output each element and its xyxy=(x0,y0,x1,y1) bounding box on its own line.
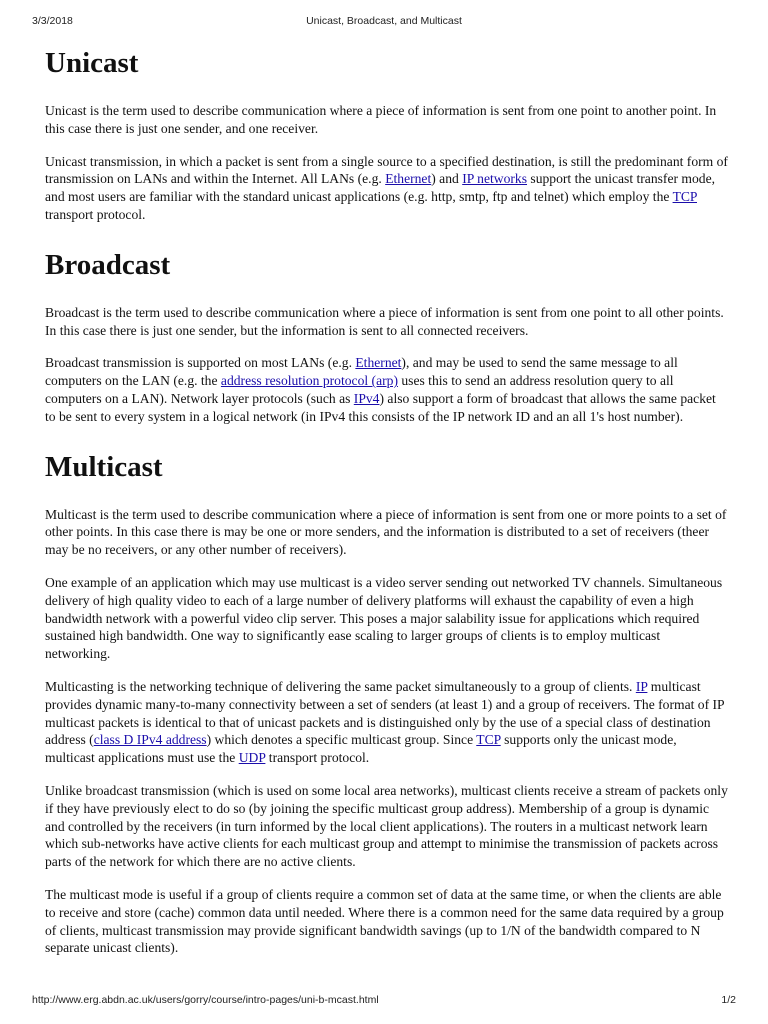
heading-multicast: Multicast xyxy=(45,450,163,483)
print-title: Unicast, Broadcast, and Multicast xyxy=(306,15,462,27)
print-url: http://www.erg.abdn.ac.uk/users/gorry/course/intro-pages/uni-b-mcast.html xyxy=(32,994,379,1006)
link-ethernet[interactable]: Ethernet xyxy=(385,171,432,187)
link-arp[interactable]: address resolution protocol (arp) xyxy=(220,373,398,389)
multicast-paragraph-5: The multicast mode is useful if a group of clients require a common set of data at the same time, or when the clients are able to receive and store (cache) common data until needed. Where there is a common need for the same data required by a group of clients, multicast transmission may provide significant bandwidth savings (up to 1/N of the bandwidth compared to N separate unicast clients). xyxy=(45,886,724,956)
print-date: 3/3/2018 xyxy=(32,15,73,27)
unicast-paragraph-1: Unicast is the term used to describe communication where a piece of information is sent from one point to another point. In this case there is just one sender, and one receiver. xyxy=(45,103,717,136)
broadcast-paragraph-2: Broadcast transmission is supported on most LANs (e.g. Ethernet), and may be used to send the same message to all computers on the LAN (e.g. the address resolution protocol (arp) uses this to send an address resolution query to all computers on a LAN). Network layer protocols (such as IPv4) also support a form of broadcast that allows the same packet to be sent to every system in a logical network (in IPv4 this consists of the IP network ID and an all 1's host number). xyxy=(45,355,716,424)
multicast-paragraph-4: Unlike broadcast transmission (which is used on some local area networks), multicast clients receive a stream of packets only if they have previously elect to do so (by joining the specific multicast group address). Membership of a group is dynamic and controlled by the receivers (in turn informed by the local client applications). The routers in a multicast network learn which sub-networks have active clients for each multicast group and attempt to minimise the transmission of packets across parts of the network for which there are no active clients. xyxy=(45,782,728,870)
link-udp[interactable]: UDP xyxy=(238,750,266,766)
link-ip-networks[interactable]: IP networks xyxy=(462,171,528,187)
link-ipv4[interactable]: IPv4 xyxy=(353,390,380,406)
link-ip[interactable]: IP xyxy=(635,678,648,694)
multicast-paragraph-3: Multicasting is the networking technique of delivering the same packet simultaneously to a group of clients. IP multicast provides dynamic many-to-many connectivity between a set of senders (at least 1) and a group of receivers. The format of IP multicast packets is identical to that of unicast packets and is distinguished only by the use of a special class of destination address (class D IPv4 address) which denotes a specific multicast group. Since TCP supports only the unicast mode, multicast applications must use the UDP transport protocol. xyxy=(45,678,725,766)
link-tcp-multicast[interactable]: TCP xyxy=(476,732,501,748)
heading-unicast: Unicast xyxy=(45,47,139,79)
multicast-paragraph-1: Multicast is the term used to describe communication where a piece of information is sent from one or more points to a set of other points. In this case there is may be one or more senders, and the information is distributed to a set of receivers (theer may be no receivers, or any other number of receivers). xyxy=(45,506,727,558)
unicast-paragraph-2: Unicast transmission, in which a packet is sent from a single source to a specified destination, is still the predominant form of transmission on LANs and within the Internet. All LANs (e.g. Ethernet) and IP networks support the unicast transfer mode, and most users are familiar with the standard unicast applications (e.g. http, smtp, ftp and telnet) which employ the TCP transport protocol. xyxy=(45,153,728,222)
print-footer xyxy=(32,994,736,1008)
multicast-paragraph-2: One example of an application which may use multicast is a video server sending out networked TV channels. Simultaneous delivery of high quality video to each of a large number of delivery platforms will exhaust the capability of even a high bandwidth network with a powerful video clip server. This poses a major salability issue for applications which required sustained high bandwidth. One way to significantly ease scaling to larger groups of clients is to employ multicast networking. xyxy=(45,574,723,662)
link-tcp[interactable]: TCP xyxy=(672,189,697,205)
document-body xyxy=(45,44,728,957)
print-header xyxy=(32,15,736,29)
link-class-d-ipv4[interactable]: class D IPv4 address xyxy=(93,732,207,748)
link-ethernet-broadcast[interactable]: Ethernet xyxy=(355,355,402,371)
page-number: 1/2 xyxy=(721,994,736,1006)
heading-broadcast: Broadcast xyxy=(45,248,171,281)
broadcast-paragraph-1: Broadcast is the term used to describe communication where a piece of information is sent from one point to all other points. In this case there is just one sender, but the information is sent to all connected receivers. xyxy=(45,304,724,338)
